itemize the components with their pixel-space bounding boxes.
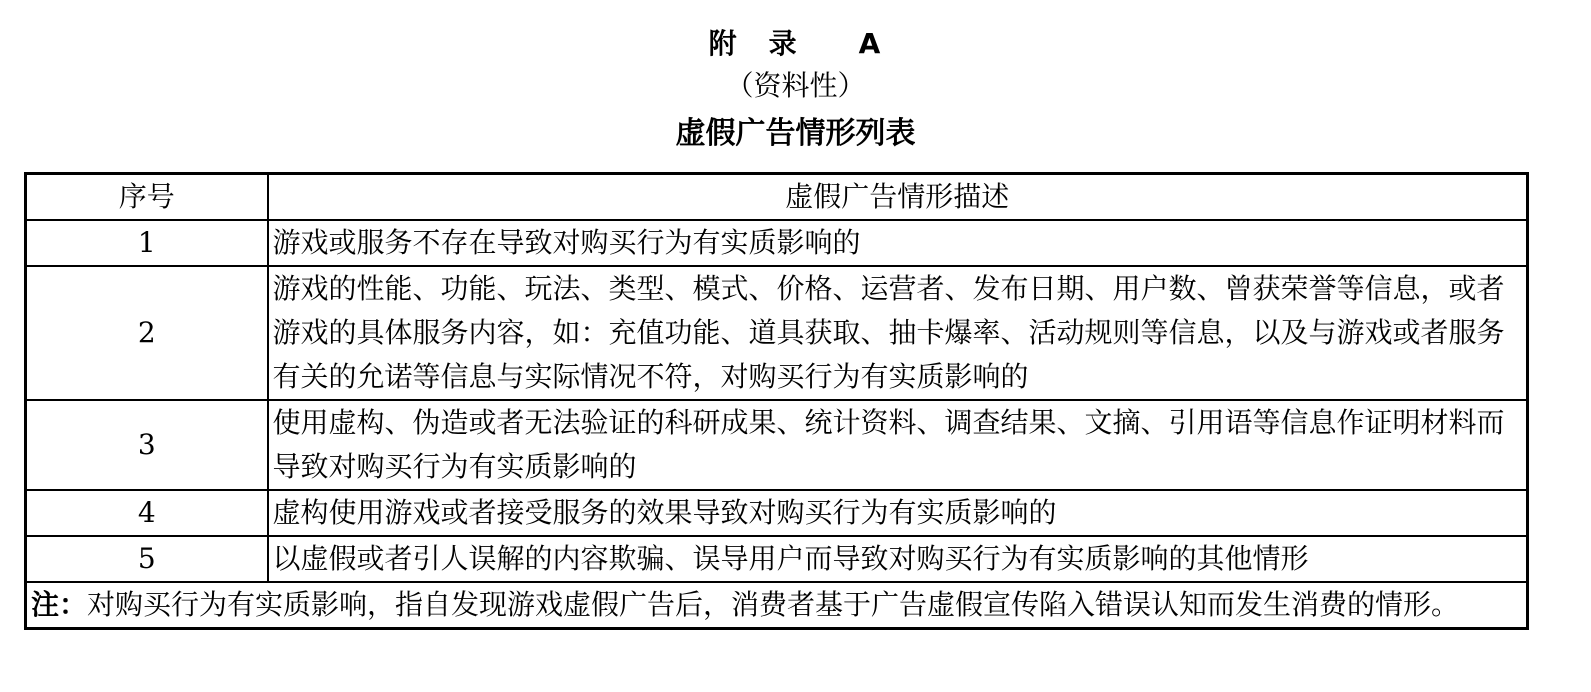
table-title: 虚假广告情形列表 — [675, 116, 916, 151]
row-description: 使用虚构、伪造或者无法验证的科研成果、统计资料、调查结果、文摘、引用语等信息作证明材料而导致对购买行为有实质影响的 — [268, 400, 1528, 490]
row-number: 1 — [26, 220, 268, 266]
false-advertising-table — [24, 172, 1529, 630]
row-description: 游戏的性能、功能、玩法、类型、模式、价格、运营者、发布日期、用户数、曾获荣誉等信息，或者游戏的具体服务内容，如：充值功能、道具获取、抽卡爆率、活动规则等信息，以及与游戏或者服务有关的允诺等信息与实际情况不符，对购买行为有实质影响的 — [268, 266, 1528, 400]
table-note — [26, 582, 1528, 629]
row-number: 2 — [26, 266, 268, 400]
appendix-heading: 附 录 A — [708, 27, 883, 60]
column-header-description: 虚假广告情形描述 — [268, 174, 1528, 221]
table-row — [26, 536, 1528, 582]
column-header-seq: 序号 — [26, 174, 268, 221]
row-number: 5 — [26, 536, 268, 582]
table-header-row — [26, 174, 1528, 221]
row-description: 虚构使用游戏或者接受服务的效果导致对购买行为有实质影响的 — [268, 490, 1528, 536]
note-text: 对购买行为有实质影响，指自发现游戏虚假广告后，消费者基于广告虚假宣传陷入错误认知而发生消费的情形。 — [87, 588, 1460, 621]
row-description: 游戏或服务不存在导致对购买行为有实质影响的 — [268, 220, 1528, 266]
appendix-nature: （资料性） — [725, 69, 866, 102]
row-number: 3 — [26, 400, 268, 490]
row-number: 4 — [26, 490, 268, 536]
table-row — [26, 266, 1528, 400]
table-note-row — [26, 582, 1528, 629]
table-row — [26, 400, 1528, 490]
note-label: 注： — [31, 588, 88, 621]
table-row — [26, 490, 1528, 536]
row-description: 以虚假或者引人误解的内容欺骗、误导用户而导致对购买行为有实质影响的其他情形 — [268, 536, 1528, 582]
table-row — [26, 220, 1528, 266]
